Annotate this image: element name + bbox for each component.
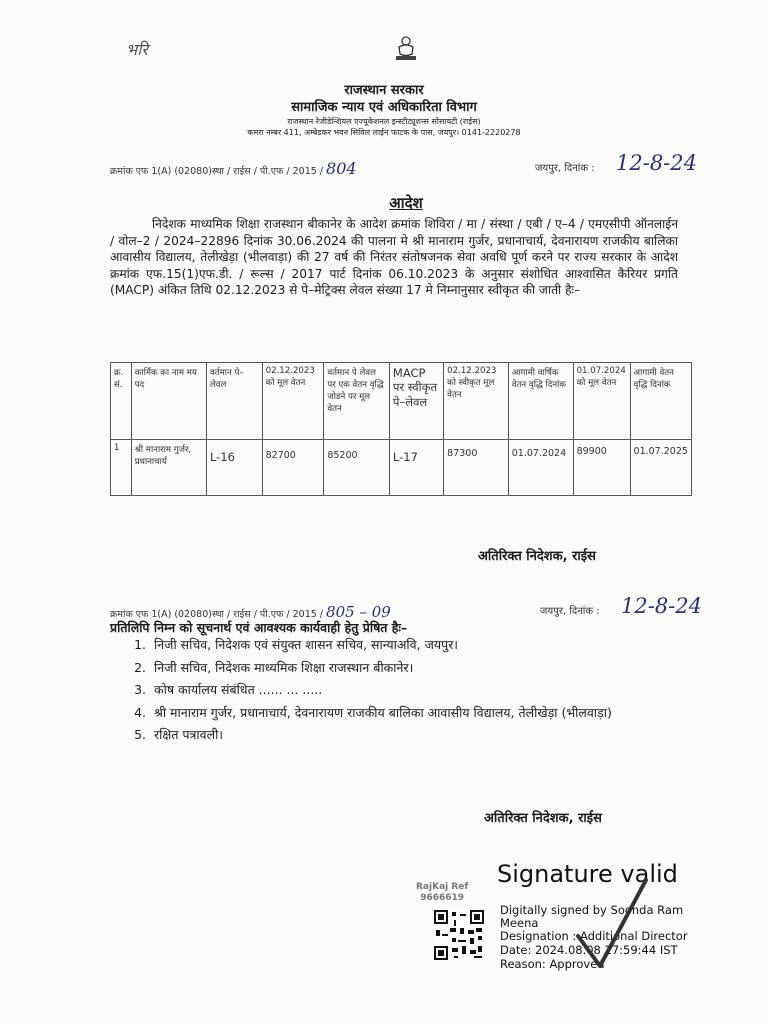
list-item: 3. कोष कार्यालय संबंधित ...... ... .....: [150, 679, 730, 702]
list-item: 4. श्री मानाराम गुर्जर, प्रधानाचार्य, देवनारायण राजकीय बालिका आवासीय विद्यालय, तेलीखेड़ा (भीलवाड़ा): [150, 702, 730, 725]
signature-designation-2: अतिरिक्त निदेशक, राईस: [484, 811, 602, 826]
rajkaj-ref: [416, 882, 468, 904]
header-address: कमरा नम्बर 411, अम्बेडकर भवन सिविल लाईन फाटक के पास, जयपुर। 0141-2220278: [247, 128, 521, 137]
qr-code-icon: [434, 910, 484, 960]
copy-date-label: जयपुर, दिनांक :: [540, 606, 600, 617]
rajkaj-ref-number: 9666619: [420, 893, 465, 903]
table-header: आगामी वेतन वृद्धि दिनांक: [630, 363, 691, 440]
order-date-handwritten: 12-8-24: [616, 151, 697, 175]
table-cell: 1: [111, 440, 132, 496]
copy-date-handwritten: 12-8-24: [621, 594, 702, 618]
list-item: 5. रक्षित पत्रावली।: [150, 724, 730, 747]
checkmark-icon: [570, 874, 650, 974]
government-emblem-icon: [391, 34, 421, 64]
corner-handwritten-mark: भरि: [126, 40, 148, 59]
copy-recipient-list: [110, 634, 730, 747]
table-row: [111, 440, 692, 496]
copy-number-handwritten: 805 – 09: [326, 603, 391, 621]
header-society: राजस्थान रेजीडेन्शियल एज्यूकेशनल इन्स्टीट्यूशन्स सोसायटी (राईस): [287, 117, 481, 126]
table-cell: श्री मानाराम गुर्जर, प्रधानाचार्य: [131, 440, 206, 496]
signature-designation-1: अतिरिक्त निदेशक, राईस: [478, 549, 596, 564]
macp-table: [110, 362, 692, 496]
table-cell: L-16: [206, 440, 262, 496]
table-header: आगामी वार्षिक वेतन वृद्धि दिनांक: [508, 363, 573, 440]
list-item: 2. निजी सचिव, निदेशक माध्यमिक शिक्षा राजस्थान बीकानेर।: [150, 657, 730, 680]
order-body: निदेशक माध्यमिक शिक्षा राजस्थान बीकानेर के आदेश क्रमांक शिविरा / मा / संस्था / एबी / ए–4 / एमएसीपी ऑनलाईन / वोल–2 / 2024–22896 दिनांक 30.06.2024 की पालना मे श्री मानाराम गुर्जर, प्रधानाचार्य, देवनारायण राजकीय बालिका आवासीय विद्यालय, तेलीखेड़ा (भीलवाड़ा) की 27 वर्ष की निरंतर संतोषजनक सेवा अवधि पूर्ण करने पर राज्य सरकार के आदेश क्रमांक एफ.15(1)एफ.डी. / रूल्स / 2017 पार्ट दिनांक 06.10.2023 के अनुसार संशोधित आश्वासित कैरियर प्रगति (MACP) अंकित तिथि 02.12.2023 से पे–मेट्रिक्स लेवल संख्या 17 मे निम्नानुसार स्वीकृत की जाती हैः–: [110, 217, 678, 298]
table-cell: 89900: [573, 440, 630, 496]
table-cell: 01.07.2024: [508, 440, 573, 496]
signature-line: Reason: Approved: [500, 957, 605, 971]
table-cell: 01.07.2025: [630, 440, 691, 496]
order-reference-printed: क्रमांक एफ 1(A) (02080)स्था / राईस / पी.एफ / 2015 /: [110, 166, 324, 177]
signature-line: Meena: [500, 916, 539, 930]
signature-valid-title: Signature valid: [497, 860, 678, 888]
table-cell: 82700: [262, 440, 324, 496]
order-number-handwritten: 804: [326, 159, 357, 178]
header-department: सामाजिक न्याय एवं अधिकारिता विभाग: [291, 100, 477, 115]
table-cell: 85200: [324, 440, 390, 496]
header-government: राजस्थान सरकार: [344, 83, 424, 98]
signature-line: Digitally signed by Soonda Ram: [500, 903, 684, 917]
table-header-row: [111, 363, 692, 440]
rajkaj-ref-label: RajKaj Ref: [416, 882, 469, 892]
list-item: 1. निजी सचिव, निदेशक एवं संयुक्त शासन सचिव, सान्याअवि, जयपुर।: [150, 634, 730, 657]
table-header: MACP पर स्वीकृत पे–लेवल: [389, 363, 443, 440]
table-header: कार्मिक का नाम मय पद: [131, 363, 206, 440]
signature-line: Designation : Additional Director: [500, 929, 688, 943]
table-header: वर्तमान पे लेवल पर एक वेतन वृद्धि जोडने पर मूल वेतन: [324, 363, 390, 440]
table-header: 01.07.2024 को मूल वेतन: [573, 363, 630, 440]
copy-reference-printed: क्रमांक एफ 1(A) (02080)स्था / राईस / पी.एफ / 2015 /: [110, 609, 324, 620]
copy-heading: प्रतिलिपि निम्न को सूचनार्थ एवं आवश्यक कार्यवाही हेतु प्रेषित हैः–: [110, 620, 408, 635]
table-cell: 87300: [444, 440, 509, 496]
order-title: आदेश: [389, 194, 423, 212]
table-cell: L-17: [389, 440, 443, 496]
order-reference: [110, 159, 357, 178]
table-header: वर्तमान पे–लेवल: [206, 363, 262, 440]
table-header: 02.12.2023 को मूल वेतन: [262, 363, 324, 440]
order-date-label: जयपुर, दिनांक :: [535, 163, 595, 174]
signature-line: Date: 2024.08.08 17:59:44 IST: [500, 943, 678, 957]
table-header: 02.12.2023 को स्वीकृत मूल वेतन: [444, 363, 509, 440]
table-header: क्र. सं.: [111, 363, 132, 440]
